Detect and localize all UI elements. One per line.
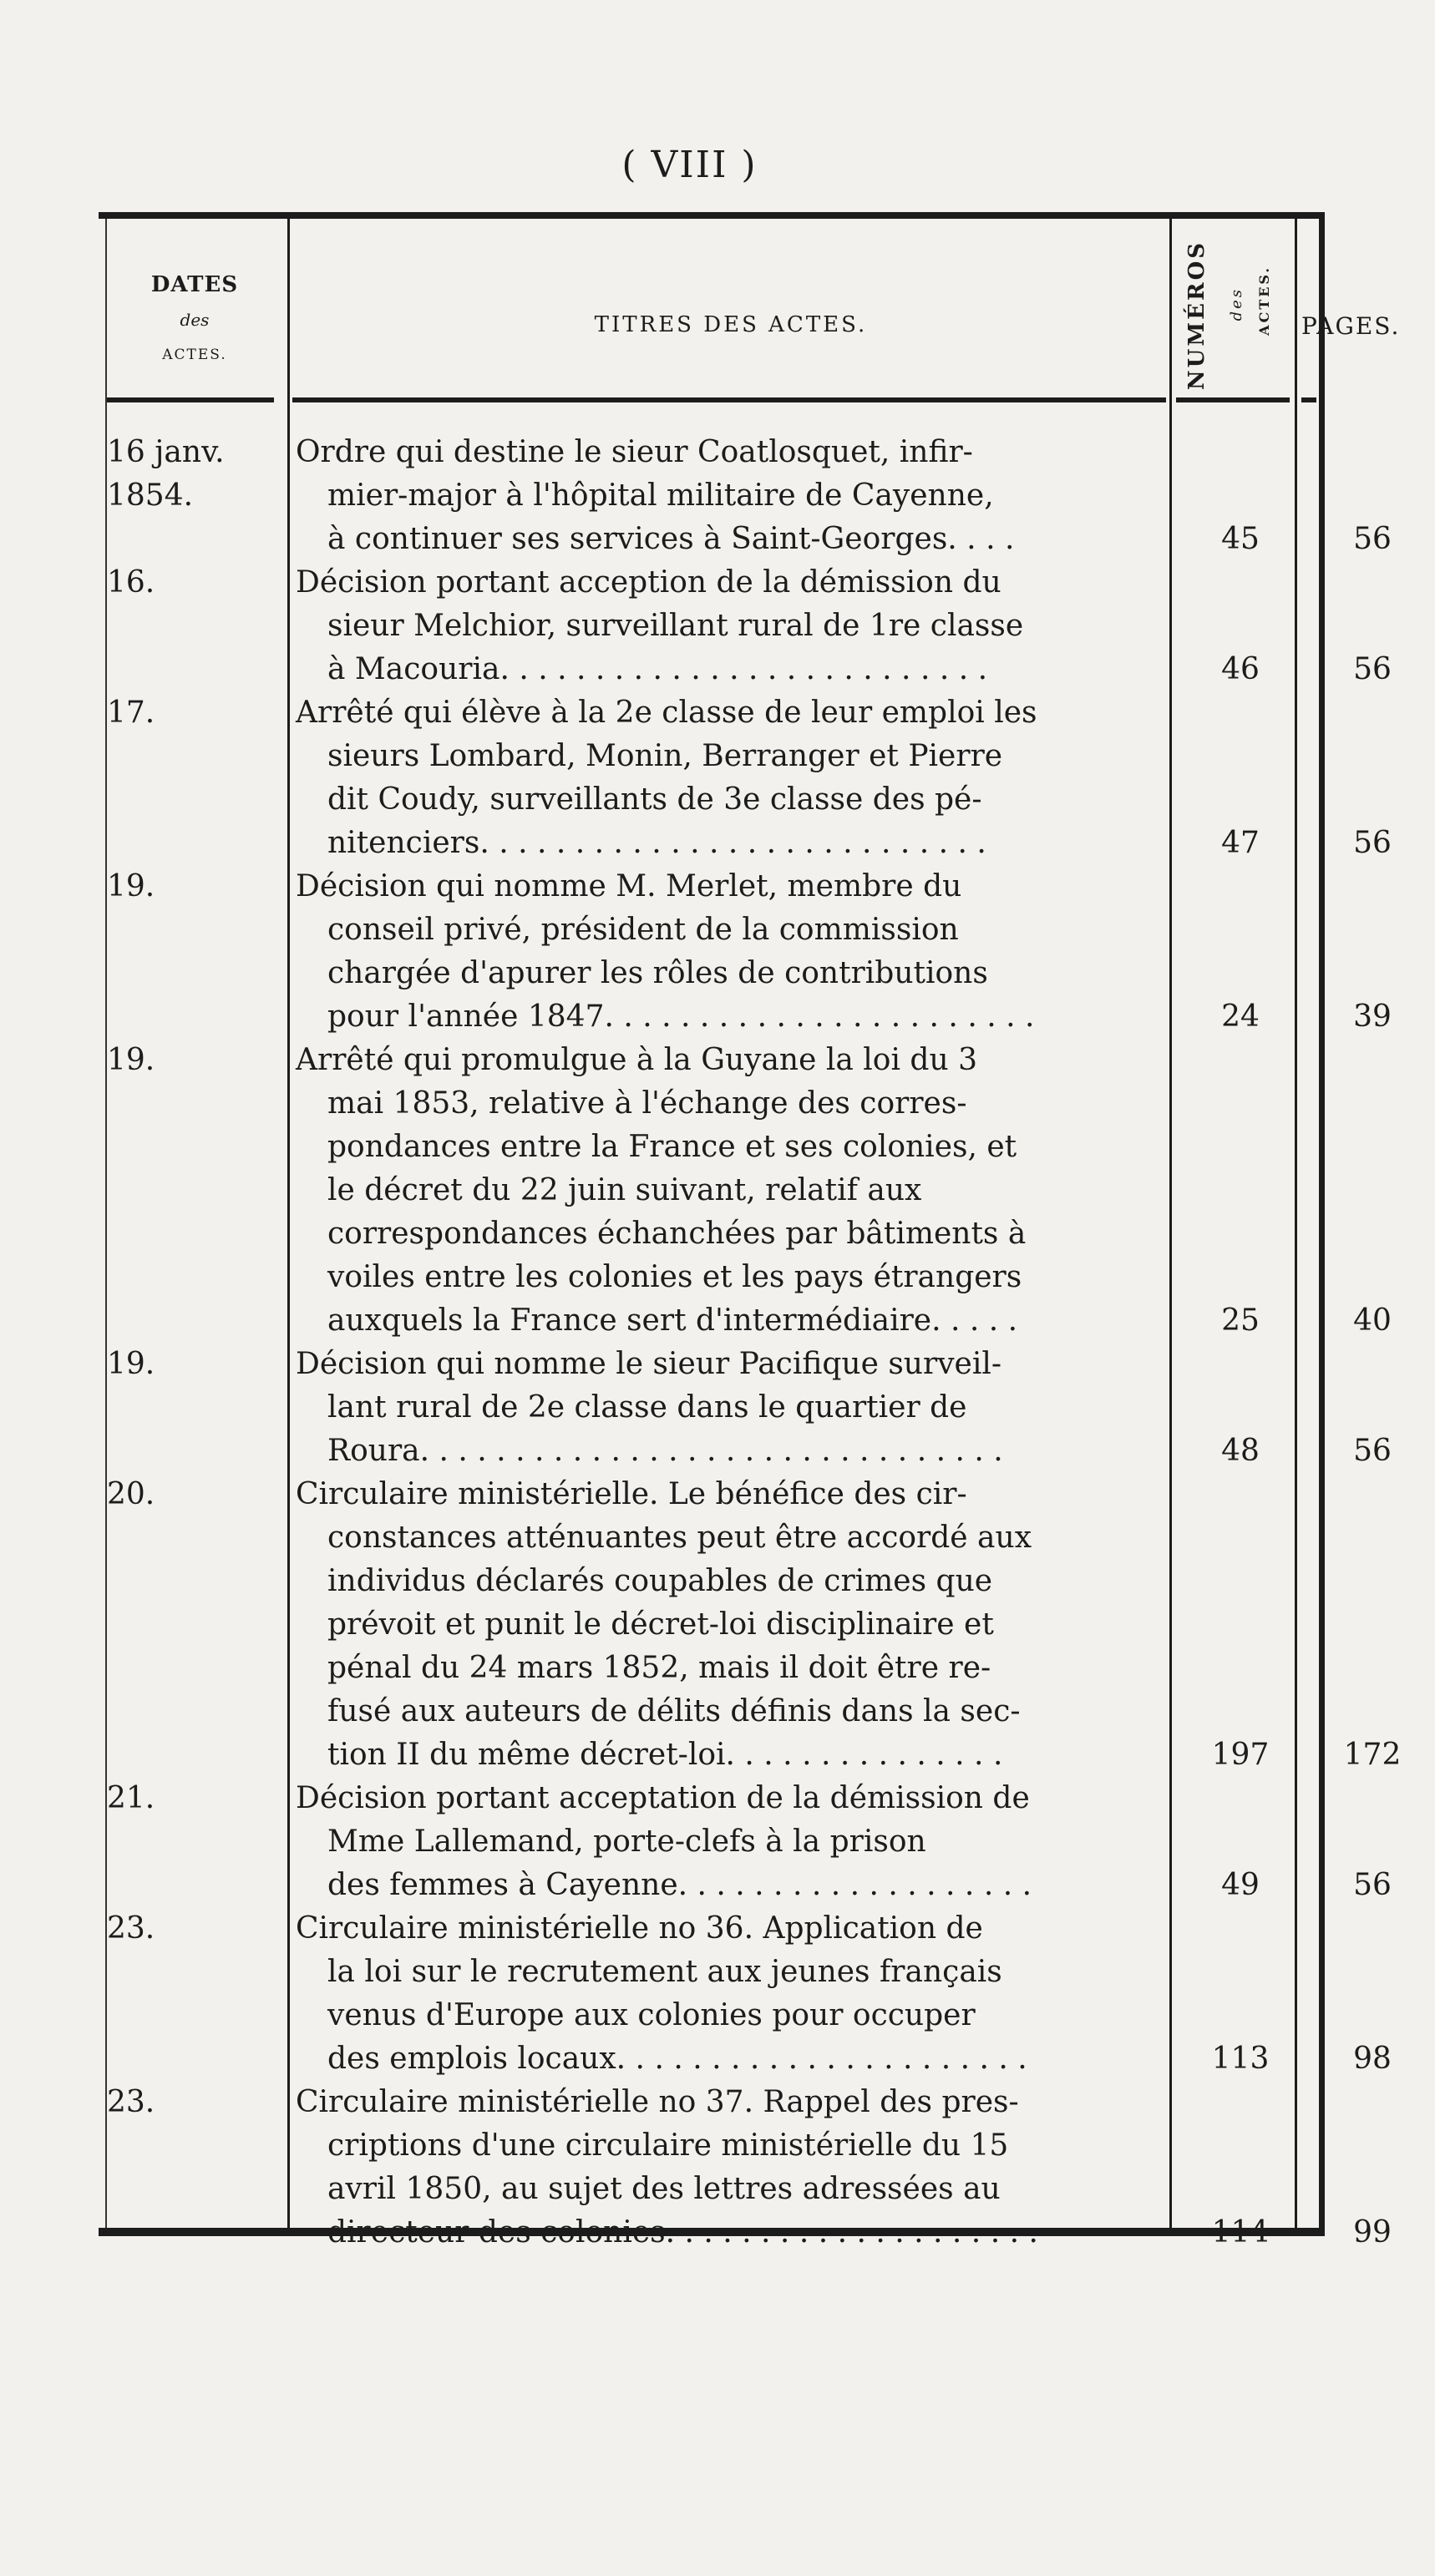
act-number: 25 [1221, 1303, 1260, 1338]
header-rule-numeros [1176, 397, 1290, 402]
act-date: 16 janv. 1854. [107, 435, 225, 513]
act-number: 45 [1221, 522, 1260, 556]
header-rule-pages [1301, 397, 1316, 402]
page-ref: 172 [1343, 1738, 1402, 1772]
act-title: Circulaire ministérielle no 37. Rappel des pres- criptions d'une circulaire ministérielle du 15 avril 1850, au sujet des lettres adressées au directeur des colonies. . . . . . . . . . . . . . . . . . . . [296, 2085, 1038, 2250]
act-title: Décision qui nomme le sieur Pacifique surveil- lant rural de 2e classe dans le quartier de Roura. . . . . . . . . . . . . . . . . . . . . . . . . . . . . . . [296, 1347, 1003, 1468]
page-ref: 98 [1353, 2042, 1392, 2076]
table-top-rule [99, 212, 1325, 219]
act-number: 114 [1211, 2215, 1270, 2250]
header-titres: TITRES DES ACTES. [594, 312, 868, 337]
act-date: 21. [107, 1781, 155, 1815]
act-number: 197 [1211, 1738, 1270, 1772]
act-title: Décision portant acceptation de la démission de Mme Lallemand, porte-clefs à la prison des femmes à Cayenne. . . . . . . . . . . . . . . . . . . [296, 1781, 1032, 1902]
act-number: 49 [1221, 1868, 1260, 1902]
act-title: Décision portant acception de la démission du sieur Melchior, surveillant rural de 1re classe à Macouria. . . . . . . . . . . . . . . . . . . . . . . . . . [296, 565, 1024, 686]
header-dates: DATES des ACTES. [150, 272, 239, 363]
act-title: Ordre qui destine le sieur Coatlosquet, infir- mier-major à l'hôpital militaire de Cayenne, à continuer ses services à Saint-Georges. . . . [296, 435, 1015, 556]
page-ref: 39 [1353, 1000, 1392, 1034]
page-ref: 40 [1353, 1303, 1392, 1338]
act-number: 48 [1221, 1434, 1260, 1468]
page-ref: 56 [1353, 826, 1392, 860]
column-divider-titres [1169, 219, 1172, 2228]
act-date: 16. [107, 565, 155, 600]
page-number: ( VIII ) [621, 144, 758, 186]
act-number: 24 [1221, 1000, 1260, 1034]
act-date: 17. [107, 696, 155, 730]
act-date: 19. [107, 1347, 155, 1381]
act-number: 47 [1221, 826, 1260, 860]
act-number: 113 [1211, 2042, 1270, 2076]
act-date: 19. [107, 1043, 155, 1077]
page-ref: 56 [1353, 522, 1392, 556]
page-ref: 56 [1353, 1434, 1392, 1468]
act-number: 46 [1221, 652, 1260, 686]
act-date: 23. [107, 2085, 155, 2119]
header-rule-titres [292, 397, 1166, 402]
page-ref: 99 [1353, 2215, 1392, 2250]
act-title: Arrêté qui promulgue à la Guyane la loi du 3 mai 1853, relative à l'échange des corres- pondances entre la France et ses colonies, et le décret du 22 juin suivant, relatif aux correspondances échanchées par bâtiments à voiles entre les colonies et les pays étrangers auxquels la France sert d'intermédiaire. . . . . [296, 1043, 1027, 1338]
index-table: DATES des ACTES. TITRES DES ACTES. NUMÉROS des ACTES. PAGES. 16 janv. 1854. Ordre qui destine le sieur Coatlosquet, infir- mier-major à l'hôpital militaire de Cayenne, à continuer ses services à Saint-Georges. . . . 45 56 16. Décision portant acception de la démission du sieur Melchior, surveillant rural de 1re classe à Macouria. . . . . . . . . . . . . . . . . . . . . . . . . . 46 56 17. Arrêté qui élève à la 2e classe de leur emploi les sieurs Lombard, Monin, Berranger et Pierre dit Coudy, surveillants de 3e classe des pé- nitenciers. . . . . . . . . . . . . . . . . . . . . . . . . . . 47 56 19. Décision qui nomme M. Merlet, membre du conseil privé, président de la commission chargée d'apurer les rôles de contributions pour l'année 1847. . . . . . . . . . . . . . . . . . . . . . . 24 39 19. Arrêté qui promulgue à la Guyane la loi du 3 mai 1853, relative à l'échange des corres- pondances entre la France et ses colonies, et le décret du 22 juin suivant, relatif aux correspondances échanchées par bâtiments à voiles entre les colonies et les pays étrangers auxquels la France sert d'intermédiaire. . . . . 25 40 19. Décision qui nomme le sieur Pacifique surveil- lant rural de 2e classe dans le quartier de Roura. . . . . . . . . . . . . . . . . . . . . . . . . . . . . . . 48 56 20. Circulaire ministérielle. Le bénéfice des cir- constances atténuantes peut être accordé aux individus déclarés coupables de crimes que prévoit et punit le décret-loi disciplinaire et pénal du 24 mars 1852, mais il doit être re- fusé aux auteurs de délits définis dans la sec- tion II du même décret-loi. . . . . . . . . . . . . . . 197 172 21. Décision portant acceptation de la démission de Mme Lallemand, porte-clefs à la prison des femmes à Cayenne. . . . . . . . . . . . . . . . . . . 49 56 23. Circulaire ministérielle no 36. Application de la loi sur le recrutement aux jeunes français venus d'Europe aux colonies pour occuper des emplois locaux. . . . . . . . . . . . . . . . . . . . . . 113 98 23. Circulaire ministérielle no 37. Rappel des pres- criptions d'une circulaire ministérielle du 15 avril 1850, au sujet des lettres adressées au directeur des colonies. . . . . . . . . . . . . . . . . . . . 114 99 [99, 212, 1325, 2239]
column-divider-dates [287, 219, 290, 2228]
act-title: Circulaire ministérielle no 36. Application de la loi sur le recrutement aux jeunes français venus d'Europe aux colonies pour occuper des emplois locaux. . . . . . . . . . . . . . . . . . . . . . [296, 1911, 1027, 2076]
act-date: 20. [107, 1477, 155, 1511]
act-title: Arrêté qui élève à la 2e classe de leur emploi les sieurs Lombard, Monin, Berranger et Pierre dit Coudy, surveillants de 3e classe des pé- nitenciers. . . . . . . . . . . . . . . . . . . . . . . . . . . [296, 696, 1037, 860]
header-numeros: NUMÉROS des ACTES. [1184, 240, 1272, 391]
act-title: Circulaire ministérielle. Le bénéfice des cir- constances atténuantes peut être accordé aux individus déclarés coupables de crimes que prévoit et punit le décret-loi disciplinaire et pénal du 24 mars 1852, mais il doit être re- fusé aux auteurs de délits définis dans la sec- tion II du même décret-loi. . . . . . . . . . . . . . . [296, 1477, 1032, 1772]
page-ref: 56 [1353, 1868, 1392, 1902]
act-title: Décision qui nomme M. Merlet, membre du conseil privé, président de la commission chargée d'apurer les rôles de contributions pour l'année 1847. . . . . . . . . . . . . . . . . . . . . . . [296, 869, 1035, 1034]
header-rule-dates [107, 397, 274, 402]
page-ref: 56 [1353, 652, 1392, 686]
act-date: 23. [107, 1911, 155, 1946]
act-date: 19. [107, 869, 155, 903]
